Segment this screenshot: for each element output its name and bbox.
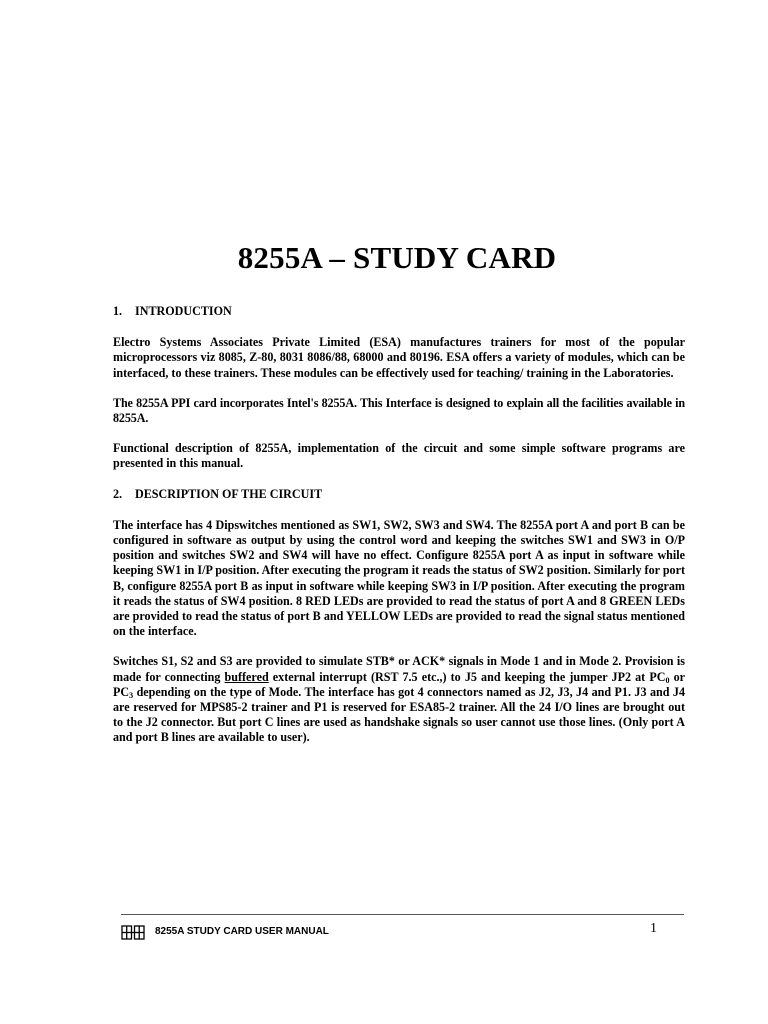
section-title: DESCRIPTION OF THE CIRCUIT — [135, 486, 323, 501]
section-number: 1. — [113, 304, 123, 318]
section-heading-introduction — [113, 304, 685, 319]
subscript: 0 — [665, 675, 670, 685]
footer-manual-title: 8255A STUDY CARD USER MANUAL — [155, 926, 329, 937]
section-title: INTRODUCTION — [135, 304, 232, 318]
footer-divider — [121, 914, 684, 915]
text-run: or PC — [113, 669, 685, 699]
paragraph-ppi-card: The 8255A PPI card incorporates Intel's 8255A. This Interface is designed to explain all the facilities available in 8255A. — [113, 395, 685, 426]
paragraph-esa-intro: Electro Systems Associates Private Limited (ESA) manufactures trainers for most of the popular microprocessors viz 8085, Z-80, 8031 8086/88, 68000 and 80196. ESA offers a variety of modules, which can be interfaced, to these trainers. These modules can be effectively used for teaching/ training in the Laboratories. — [113, 335, 685, 380]
underlined-term: buffered — [224, 669, 269, 684]
text-run: external interrupt (RST 7.5 etc.,) to J5 and keeping the jumper JP2 at PC — [268, 669, 666, 684]
page-number: 1 — [650, 921, 657, 936]
text-run: Switches S1, S2 and S3 are provided to simulate STB* or ACK* signals in Mode 1 and in Mode 2. Provision is made for connecting — [113, 654, 685, 684]
section-heading-description — [113, 487, 685, 502]
text-run: depending on the type of Mode. The interface has got 4 connectors named as J2, J3, J4 and P1. J3 and J4 are reserved for MPS85-2 trainer and P1 is reserved for ESA85-2 trainer. All the 24 I/O lines are brought out to the J2 connector. But port C lines are used as handshake signals so user cannot use those lines. (Only port A and port B lines are available to user). — [113, 684, 685, 745]
subscript: 3 — [129, 690, 134, 700]
esa-logo-icon — [121, 925, 145, 940]
paragraph-functional-description: Functional description of 8255A, implementation of the circuit and some simple software programs are presented in this manual. — [113, 441, 685, 471]
paragraph-dipswitches: The interface has 4 Dipswitches mentioned as SW1, SW2, SW3 and SW4. The 8255A port A and port B can be configured in software as output by using the control word and keeping the switches SW1 and SW3 in O/P position and switches SW2 and SW4 will have no effect. Configure 8255A port A as input in software while keeping SW1 in I/P position. After executing the program it reads the status of SW2 position. Similarly for port B, configure 8255A port B as input in software while keeping SW3 in I/P position. After executing the program it reads the status of SW4 position. 8 RED LEDs are provided to read the status of port A and 8 GREEN LEDs are provided to read the status of port B and YELLOW LEDs are provided to read the signal status mentioned on the interface. — [113, 517, 685, 639]
document-title: 8255A – STUDY CARD — [237, 240, 557, 275]
document-body — [113, 304, 685, 761]
paragraph-switches-connectors — [113, 654, 685, 745]
section-number: 2. — [113, 486, 123, 501]
